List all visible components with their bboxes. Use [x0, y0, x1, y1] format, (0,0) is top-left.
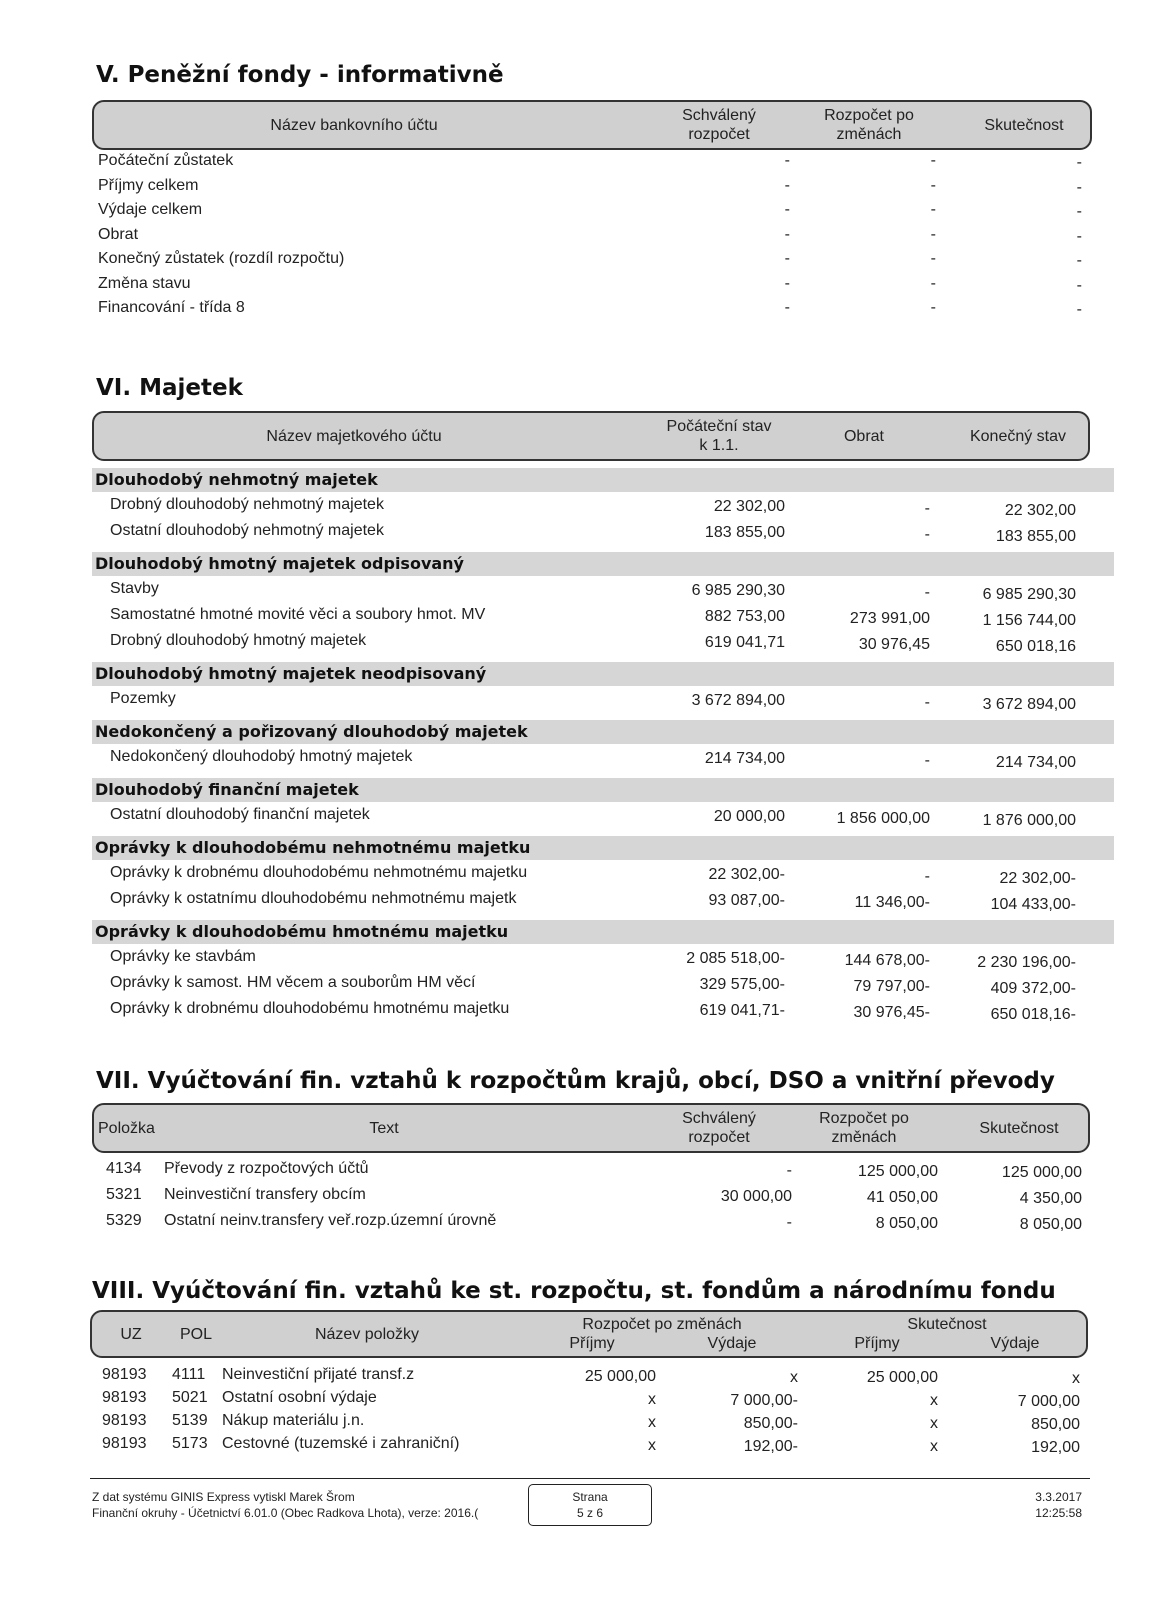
fund-row-actual: - [1076, 203, 1082, 220]
fund-row-budget: - [930, 177, 936, 194]
header-budget-after-changes: Rozpočet po změnách [582, 1316, 742, 1333]
section-v-header [92, 100, 1092, 150]
asset-row-label: Samostatné hmotné movité věci a soubory hmot. MV [110, 606, 486, 623]
header-item: Položka [98, 1120, 155, 1137]
header-expense-2: Výdaje [990, 1335, 1040, 1352]
state-row-name: Nákup materiálu j.n. [222, 1412, 365, 1429]
asset-row-label: Ostatní dlouhodobý nehmotný majetek [110, 522, 384, 539]
footer-system-info: Finanční okruhy - Účetnictví 6.01.0 (Obec Radkova Lhota), verze: 2016.( [92, 1506, 479, 1520]
header-uz: UZ [120, 1326, 142, 1343]
state-row-actual-income: 25 000,00 [866, 1369, 938, 1386]
header-budget-after: Rozpočet po změnách [819, 1110, 909, 1146]
fund-row-label: Výdaje celkem [98, 201, 203, 218]
fund-row-approved: - [784, 226, 790, 243]
transfer-row-actual: 4 350,00 [1019, 1190, 1082, 1207]
asset-row-initial: 3 672 894,00 [691, 692, 785, 709]
asset-category-bar [92, 778, 1114, 802]
asset-row-label: Ostatní dlouhodobý finanční majetek [110, 806, 370, 823]
section-vii-title: VII. Vyúčtování fin. vztahů k rozpočtům krajů, obcí, DSO a vnitřní převody [96, 1068, 1055, 1094]
state-row-uz: 98193 [102, 1412, 147, 1429]
page-label: Strana [572, 1490, 608, 1504]
transfer-row-budget: 41 050,00 [866, 1189, 938, 1206]
header-income-1: Příjmy [569, 1335, 615, 1352]
asset-row-final: 409 372,00- [990, 980, 1076, 997]
header-expense-1: Výdaje [707, 1335, 757, 1352]
asset-row-label: Drobný dlouhodobý hmotný majetek [110, 632, 367, 649]
fund-row-label: Změna stavu [98, 275, 191, 292]
fund-row-budget: - [930, 201, 936, 218]
fund-row-approved: - [784, 177, 790, 194]
fund-row-approved: - [784, 152, 790, 169]
footer-printed-by: Z dat systému GINIS Express vytiskl Marek Šrom [92, 1490, 355, 1504]
asset-row-final: 104 433,00- [990, 896, 1076, 913]
asset-category-bar [92, 920, 1114, 944]
fund-row-label: Obrat [98, 226, 139, 243]
asset-row-turnover: - [924, 526, 930, 543]
transfer-row-text: Ostatní neinv.transfery veř.rozp.územní úrovně [164, 1212, 497, 1229]
fund-row-approved: - [784, 299, 790, 316]
asset-row-label: Oprávky k drobnému dlouhodobému hmotnému majetku [110, 1000, 510, 1017]
transfer-row-code: 5321 [106, 1186, 142, 1203]
section-vii-header [92, 1103, 1090, 1153]
transfer-row-code: 4134 [106, 1160, 142, 1177]
page-number-box [528, 1484, 652, 1526]
asset-row-final: 650 018,16 [995, 638, 1076, 655]
fund-row-actual: - [1076, 228, 1082, 245]
state-row-budget-expense: 850,00- [743, 1415, 798, 1432]
asset-row-initial: 20 000,00 [713, 808, 785, 825]
asset-row-final: 3 672 894,00 [982, 696, 1076, 713]
fund-row-budget: - [930, 250, 936, 267]
asset-category-bar [92, 468, 1114, 492]
asset-row-final: 650 018,16- [990, 1006, 1076, 1023]
footer-date: 3.3.2017 [1035, 1490, 1082, 1504]
state-row-budget-expense: 192,00- [743, 1438, 798, 1455]
state-row-budget-income: x [648, 1414, 656, 1431]
asset-row-turnover: - [924, 752, 930, 769]
asset-row-turnover: 30 976,45 [858, 636, 930, 653]
footer-time: 12:25:58 [1035, 1506, 1082, 1520]
header-item-name: Název položky [314, 1326, 420, 1343]
asset-row-final: 2 230 196,00- [977, 954, 1076, 971]
header-text: Text [369, 1120, 399, 1137]
transfer-row-approved: 30 000,00 [720, 1188, 792, 1205]
state-row-uz: 98193 [102, 1435, 147, 1452]
fund-row-actual: - [1076, 179, 1082, 196]
asset-category-name: Oprávky k dlouhodobému nehmotnému majetku [95, 838, 531, 857]
asset-category-name: Dlouhodobý hmotný majetek odpisovaný [95, 554, 464, 573]
state-row-actual-expense: x [1072, 1370, 1080, 1387]
asset-row-final: 22 302,00- [999, 870, 1076, 887]
state-row-name: Cestovné (tuzemské i zahraniční) [222, 1435, 460, 1452]
fund-row-label: Financování - třída 8 [98, 299, 245, 316]
fund-row-actual: - [1076, 301, 1082, 318]
section-vi-header [92, 411, 1090, 461]
section-viii-title: VIII. Vyúčtování fin. vztahů ke st. rozpočtu, st. fondům a národnímu fondu [92, 1278, 1056, 1304]
section-v-title: V. Peněžní fondy - informativně [96, 62, 504, 88]
transfer-row-text: Neinvestiční transfery obcím [164, 1186, 366, 1203]
asset-row-initial: 6 985 290,30 [691, 582, 785, 599]
asset-row-initial: 22 302,00- [708, 866, 785, 883]
state-row-actual-expense: 850,00 [1031, 1416, 1080, 1433]
asset-category-bar [92, 662, 1114, 686]
state-row-budget-income: x [648, 1437, 656, 1454]
fund-row-label: Počáteční zůstatek [98, 152, 234, 169]
state-row-uz: 98193 [102, 1389, 147, 1406]
state-row-budget-expense: 7 000,00- [730, 1392, 798, 1409]
asset-row-initial: 619 041,71- [699, 1002, 785, 1019]
asset-category-name: Nedokončený a pořizovaný dlouhodobý majetek [95, 722, 528, 741]
fund-row-budget: - [930, 152, 936, 169]
header-actual: Skutečnost [907, 1316, 987, 1333]
fund-row-budget: - [930, 275, 936, 292]
asset-category-bar [92, 836, 1114, 860]
state-row-name: Neinvestiční přijaté transf.z [222, 1366, 415, 1383]
transfer-row-approved: - [786, 1162, 792, 1179]
transfer-row-text: Převody z rozpočtových účtů [164, 1160, 369, 1177]
asset-row-turnover: - [924, 584, 930, 601]
asset-row-turnover: 11 346,00- [854, 894, 930, 911]
transfer-row-actual: 125 000,00 [1001, 1164, 1082, 1181]
asset-row-final: 183 855,00 [995, 528, 1076, 545]
state-row-actual-expense: 7 000,00 [1017, 1393, 1080, 1410]
state-row-pol: 5173 [172, 1435, 208, 1452]
asset-row-initial: 619 041,71 [704, 634, 785, 651]
asset-category-name: Dlouhodobý nehmotný majetek [95, 470, 378, 489]
header-turnover: Obrat [843, 428, 884, 445]
section-viii-header [90, 1310, 1088, 1358]
header-asset-account: Název majetkového účtu [266, 428, 442, 445]
asset-row-initial: 93 087,00- [708, 892, 785, 909]
fund-row-budget: - [930, 226, 936, 243]
header-account-name: Název bankovního účtu [270, 117, 438, 134]
asset-row-turnover: - [924, 694, 930, 711]
state-row-actual-expense: 192,00 [1031, 1439, 1080, 1456]
asset-row-turnover: 30 976,45- [853, 1004, 930, 1021]
asset-row-label: Oprávky k drobnému dlouhodobému nehmotnému majetku [110, 864, 528, 881]
asset-row-initial: 214 734,00 [704, 750, 785, 767]
state-row-uz: 98193 [102, 1366, 147, 1383]
header-final-state: Konečný stav [969, 428, 1067, 445]
asset-row-turnover: 144 678,00- [844, 952, 930, 969]
fund-row-actual: - [1076, 252, 1082, 269]
asset-row-initial: 882 753,00 [704, 608, 785, 625]
state-row-pol: 5139 [172, 1412, 208, 1429]
asset-row-turnover: - [924, 500, 930, 517]
asset-row-turnover: 1 856 000,00 [836, 810, 930, 827]
asset-row-final: 214 734,00 [995, 754, 1076, 771]
state-row-budget-income: x [648, 1391, 656, 1408]
fund-row-actual: - [1076, 277, 1082, 294]
state-row-pol: 5021 [172, 1389, 208, 1406]
state-row-budget-income: 25 000,00 [584, 1368, 656, 1385]
fund-row-label: Konečný zůstatek (rozdíl rozpočtu) [98, 250, 345, 267]
header-income-2: Příjmy [854, 1335, 900, 1352]
asset-row-initial: 183 855,00 [704, 524, 785, 541]
footer-divider [90, 1478, 1090, 1479]
asset-row-label: Oprávky k samost. HM věcem a souborům HM věcí [110, 974, 476, 991]
asset-row-turnover: 79 797,00- [853, 978, 930, 995]
asset-category-name: Oprávky k dlouhodobému hmotnému majetku [95, 922, 509, 941]
asset-row-label: Stavby [110, 580, 159, 597]
fund-row-approved: - [784, 250, 790, 267]
asset-category-name: Dlouhodobý hmotný majetek neodpisovaný [95, 664, 487, 683]
header-approved: Schválený rozpočet [682, 1110, 756, 1146]
asset-row-final: 6 985 290,30 [982, 586, 1076, 603]
asset-row-turnover: - [924, 868, 930, 885]
header-budget-after: Rozpočet po změnách [824, 107, 914, 143]
section-vi-title: VI. Majetek [96, 375, 243, 401]
asset-row-final: 1 156 744,00 [982, 612, 1076, 629]
state-row-actual-income: x [930, 1438, 938, 1455]
page-value: 5 z 6 [576, 1506, 603, 1520]
asset-row-initial: 329 575,00- [699, 976, 785, 993]
state-row-actual-income: x [930, 1392, 938, 1409]
asset-row-label: Drobný dlouhodobý nehmotný majetek [110, 496, 384, 513]
transfer-row-budget: 8 050,00 [875, 1215, 938, 1232]
asset-row-final: 1 876 000,00 [982, 812, 1076, 829]
asset-row-initial: 2 085 518,00- [686, 950, 785, 967]
fund-row-approved: - [784, 201, 790, 218]
state-row-name: Ostatní osobní výdaje [222, 1389, 377, 1406]
asset-row-label: Pozemky [110, 690, 176, 707]
state-row-budget-expense: x [790, 1369, 798, 1386]
asset-row-label: Nedokončený dlouhodobý hmotný majetek [110, 748, 413, 765]
asset-row-turnover: 273 991,00 [849, 610, 930, 627]
asset-row-label: Oprávky k ostatnímu dlouhodobému nehmotnému majetk [110, 890, 517, 907]
fund-row-actual: - [1076, 154, 1082, 171]
header-approved: Schválený rozpočet [682, 107, 756, 143]
state-row-pol: 4111 [172, 1366, 206, 1383]
asset-row-label: Oprávky ke stavbám [110, 948, 256, 965]
fund-row-approved: - [784, 275, 790, 292]
transfer-row-budget: 125 000,00 [857, 1163, 938, 1180]
transfer-row-code: 5329 [106, 1212, 142, 1229]
header-actual: Skutečnost [984, 117, 1064, 134]
fund-row-label: Příjmy celkem [98, 177, 199, 194]
header-initial-state: Počáteční stav k 1.1. [666, 418, 772, 454]
transfer-row-actual: 8 050,00 [1019, 1216, 1082, 1233]
fund-row-budget: - [930, 299, 936, 316]
header-pol: POL [179, 1326, 212, 1343]
asset-row-initial: 22 302,00 [713, 498, 785, 515]
asset-category-bar [92, 720, 1114, 744]
header-actual: Skutečnost [979, 1120, 1059, 1137]
asset-category-name: Dlouhodobý finanční majetek [95, 780, 359, 799]
asset-row-final: 22 302,00 [1004, 502, 1076, 519]
transfer-row-approved: - [786, 1214, 792, 1231]
asset-category-bar [92, 552, 1114, 576]
state-row-actual-income: x [930, 1415, 938, 1432]
